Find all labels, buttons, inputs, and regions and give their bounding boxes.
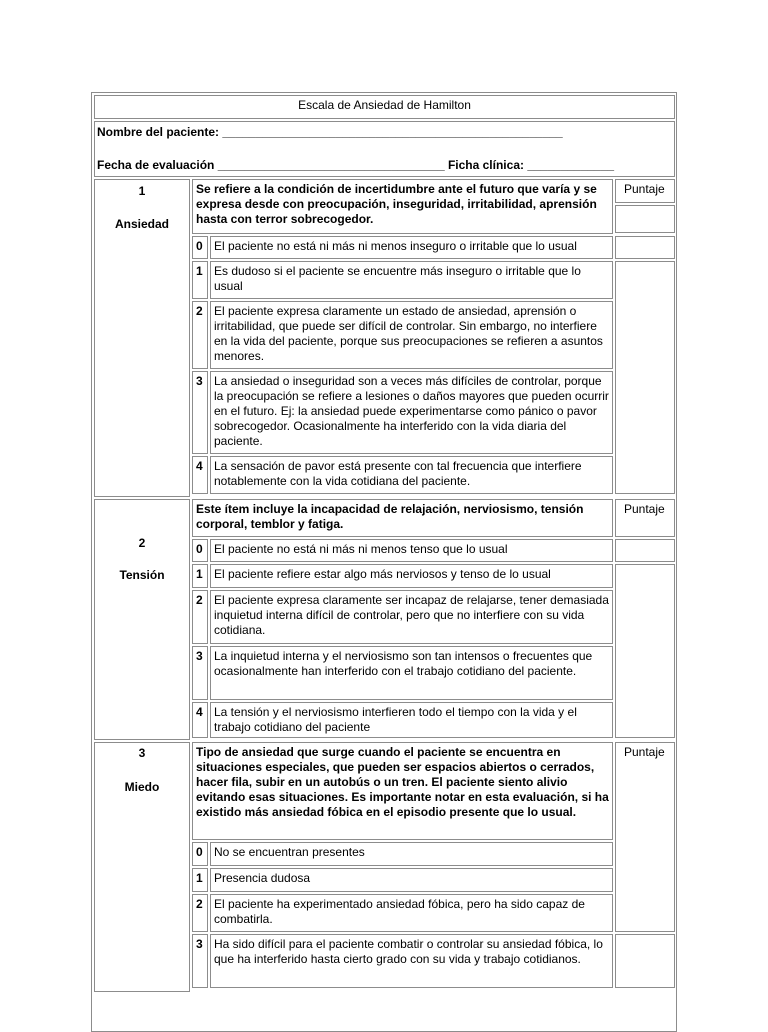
option-text: El paciente refiere estar algo más nerviosos y tenso de lo usual xyxy=(210,564,613,588)
item-description: Se refiere a la condición de incertidumbre ante el futuro que varía y se expresa desde con preocupación, inseguridad, irritabilidad, aprensión hasta con terror sobrecogedor. xyxy=(192,179,613,234)
option-score: 1 xyxy=(192,868,208,892)
option-text: Presencia dudosa xyxy=(210,868,613,892)
option-score: 0 xyxy=(192,236,208,259)
evaluation-date-line: Fecha de evaluación __________________________________ Ficha clínica: _____________ xyxy=(97,158,615,172)
option-score: 2 xyxy=(192,590,208,644)
score-column xyxy=(615,261,675,494)
score-input[interactable] xyxy=(615,934,675,988)
score-column xyxy=(615,564,675,738)
item-header xyxy=(94,499,190,740)
item-name: Ansiedad xyxy=(114,217,169,231)
score-label: Puntaje xyxy=(615,499,675,537)
option-text: El paciente expresa claramente ser incapaz de relajarse, tener demasiada inquietud interna difícil de controlar, pero que no interfiere con su vida cotidiana. xyxy=(210,590,613,644)
patient-name-line: Nombre del paciente: ___________________________________________________ xyxy=(97,125,563,139)
item-number: 2 xyxy=(138,536,146,550)
patient-info xyxy=(94,121,675,177)
option-score: 1 xyxy=(192,564,208,588)
option-score: 3 xyxy=(192,646,208,700)
option-score: 3 xyxy=(192,934,208,988)
option-score: 0 xyxy=(192,539,208,562)
option-score: 3 xyxy=(192,371,208,454)
option-score: 0 xyxy=(192,842,208,866)
item-description: Tipo de ansiedad que surge cuando el paciente se encuentra en situaciones especiales, que pueden ser espacios abiertos o cerrados, hacer fila, subir en un autobús o un tren. El paciente siento alivio evitando esas situaciones. Es importante notar en esta evaluación, si ha existido más ansiedad fóbica en el episodio presente que lo usual. xyxy=(192,742,613,840)
score-input[interactable] xyxy=(615,236,675,259)
item-name: Miedo xyxy=(124,780,160,794)
option-text: La inquietud interna y el nerviosismo son tan intensos o frecuentes que ocasionalmente han interferido con el trabajo cotidiano del paciente. xyxy=(210,646,613,700)
option-text: La sensación de pavor está presente con tal frecuencia que interfiere notablemente con la vida cotidiana del paciente. xyxy=(210,456,613,494)
item-name: Tensión xyxy=(119,568,165,582)
option-text: Ha sido difícil para el paciente combatir o controlar su ansiedad fóbica, lo que ha interferido hasta cierto grado con su vida y trabajo cotidianos. xyxy=(210,934,613,988)
option-text: El paciente ha experimentado ansiedad fóbica, pero ha sido capaz de combatirla. xyxy=(210,894,613,932)
option-score: 4 xyxy=(192,456,208,494)
score-input[interactable] xyxy=(615,205,675,233)
option-text: El paciente no está ni más ni menos tenso que lo usual xyxy=(210,539,613,562)
score-label: Puntaje xyxy=(615,742,675,932)
item-header xyxy=(94,742,190,992)
document-title: Escala de Ansiedad de Hamilton xyxy=(94,95,675,119)
item-number: 1 xyxy=(138,184,146,198)
option-text: La ansiedad o inseguridad son a veces más difíciles de controlar, porque la preocupación se refiere a lesiones o daños mayores que pueden ocurrir en el futuro. Ej: la ansiedad puede experimentarse como pánico o pavor sobrecogedor. Ocasionalmente ha interferido con la vida diaria del paciente. xyxy=(210,371,613,454)
option-text: El paciente no está ni más ni menos inseguro o irritable que lo usual xyxy=(210,236,613,259)
score-label: Puntaje xyxy=(615,179,675,203)
option-text: Es dudoso si el paciente se encuentre más inseguro o irritable que lo usual xyxy=(210,261,613,299)
score-input[interactable] xyxy=(615,539,675,562)
option-text: No se encuentran presentes xyxy=(210,842,613,866)
item-description: Este ítem incluye la incapacidad de relajación, nerviosismo, tensión corporal, temblor y fatiga. xyxy=(192,499,613,537)
option-score: 2 xyxy=(192,301,208,369)
item-header xyxy=(94,179,190,497)
option-score: 4 xyxy=(192,702,208,738)
option-text: El paciente expresa claramente un estado de ansiedad, aprensión o irritabilidad, que puede ser difícil de controlar. Sin embargo, no interfiere en la vida del paciente, porque sus preocupaciones se refieren a asuntos menores. xyxy=(210,301,613,369)
option-score: 1 xyxy=(192,261,208,299)
item-number: 3 xyxy=(138,746,146,760)
option-text: La tensión y el nerviosismo interfieren todo el tiempo con la vida y el trabajo cotidiano del paciente xyxy=(210,702,613,738)
option-score: 2 xyxy=(192,894,208,932)
